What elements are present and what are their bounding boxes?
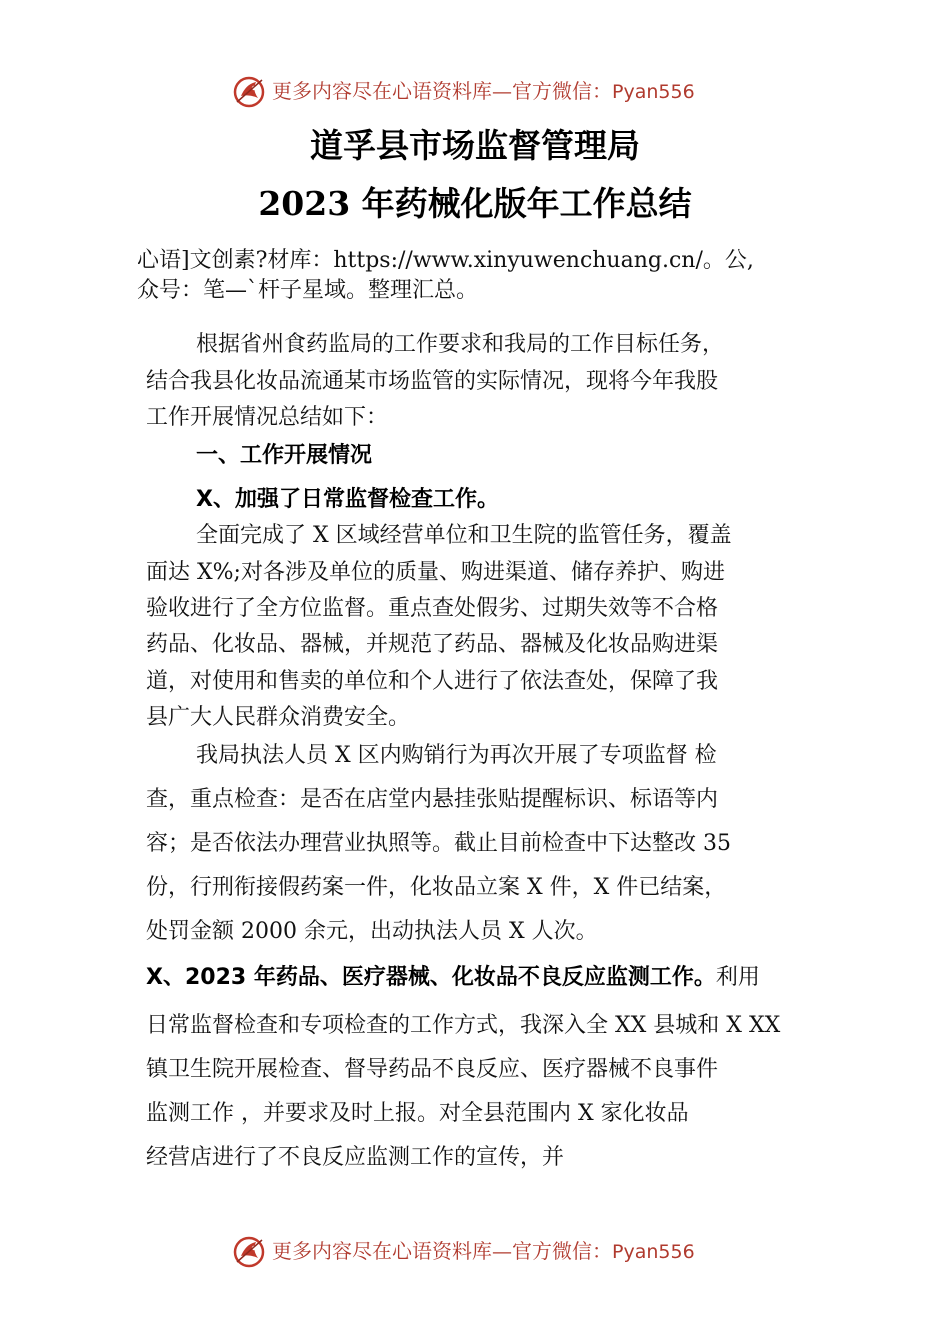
intro-line2: 结合我县化妆品流通某市场监管的实际情况，现将今年我股: [146, 369, 719, 394]
para2-line1: 我局执法人员 X 区内购销行为再次开展了专项监督 检: [196, 743, 717, 768]
intro-line1: 根据省州食药监局的工作要求和我局的工作目标任务，: [196, 332, 725, 357]
section1-heading: 一、工作开展情况: [196, 443, 373, 468]
para1-line5: 道，对使用和售卖的单位和个人进行了依法查处，保障了我: [146, 669, 719, 694]
subsection1-heading: X、加强了日常监督检查工作。: [196, 487, 499, 512]
para3-line4: 经营店进行了不良反应监测工作的宣传，并: [146, 1145, 565, 1170]
header-wechat-id: Pyan556: [612, 81, 695, 103]
para1-line3: 验收进行了全方位监督。重点查处假劣、过期失效等不合格: [146, 596, 719, 621]
brand-logo-icon: [232, 74, 268, 110]
para3-line2: 镇卫生院开展检查、督导药品不良反应、医疗器械不良事件: [146, 1057, 719, 1082]
brand-logo-icon: [232, 1234, 268, 1270]
header-banner-text: 更多内容尽在心语资料库—官方微信：Pyan556: [272, 79, 695, 103]
subsection2-heading: X、2023 年药品、医疗器械、化妆品不良反应监测工作。: [146, 965, 716, 990]
para1-line2: 面达 X%;对各涉及单位的质量、购进渠道、储存养护、购进: [146, 560, 725, 585]
para3-line1: 日常监督检查和专项检查的工作方式，我深入全 XX 县城和 X XX: [146, 1013, 781, 1038]
para3-line3: 监测工作 ，并要求及时上报。对全县范围内 X 家化妆品: [146, 1101, 689, 1126]
source-note-line2: 众号：笔—`杆子星域。整理汇总。: [137, 278, 479, 303]
para2-line4: 份，行刑衔接假药案一件，化妆品立案 X 件，X 件已结案，: [146, 875, 727, 900]
para2-line3: 容；是否依法办理营业执照等。截止目前检查中下达整改 35: [146, 831, 731, 856]
intro-line3: 工作开展情况总结如下：: [146, 405, 389, 430]
document-title-line1: 道孚县市场监督管理局: [310, 126, 640, 165]
footer-banner-text: 更多内容尽在心语资料库—官方微信：Pyan556: [272, 1239, 695, 1263]
document-title-line2: 2023 年药械化版年工作总结: [258, 184, 692, 223]
footer-banner: [0, 1232, 950, 1272]
para1-line4: 药品、化妆品、器械，并规范了药品、器械及化妆品购进渠: [146, 632, 719, 657]
subsection2-lead: 利用: [715, 965, 760, 990]
source-note-line1: 心语]文创素?材库：https://www.xinyuwenchuang.cn/。公,: [137, 248, 754, 273]
para2-line2: 查，重点检查：是否在店堂内悬挂张贴提醒标识、标语等内: [146, 787, 719, 812]
para1-line6: 县广大人民群众消费安全。: [146, 705, 411, 730]
para1-line1: 全面完成了 X 区域经营单位和卫生院的监管任务，覆盖: [196, 523, 732, 548]
footer-wechat-id: Pyan556: [612, 1241, 695, 1263]
para2-line5: 处罚金额 2000 余元，出动执法人员 X 人次。: [146, 919, 598, 944]
header-banner: [0, 72, 950, 112]
subsection2-line: [146, 963, 810, 993]
